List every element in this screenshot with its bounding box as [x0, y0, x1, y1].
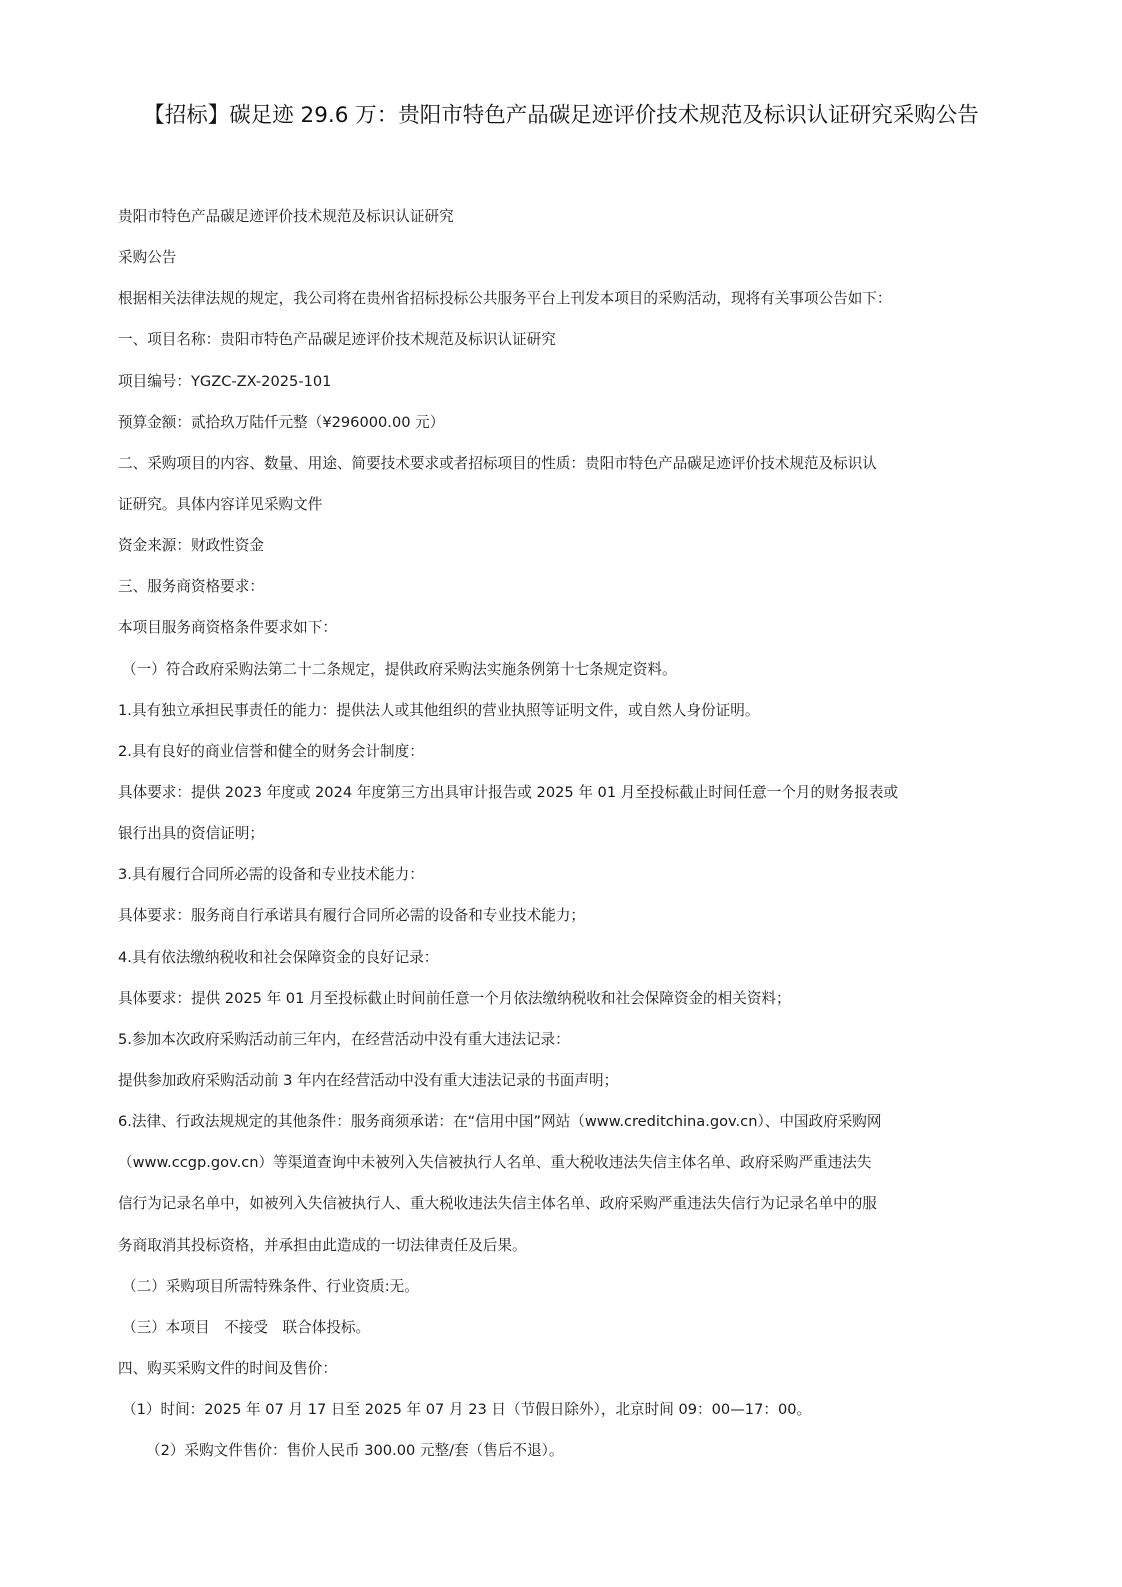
requirement-3-detail: 具体要求：服务商自行承诺具有履行合同所必需的设备和专业技术能力；	[118, 907, 586, 925]
requirement-6-cont-1: （www.ccgp.gov.cn）等渠道查询中未被列入失信被执行人名单、重大税收违法失信主体名单、政府采购严重违法失	[118, 1154, 872, 1172]
requirement-6-cont-2: 信行为记录名单中，如被列入失信被执行人、重大税收违法失信主体名单、政府采购严重违法失信行为记录名单中的服	[118, 1195, 877, 1213]
intro-paragraph: 根据相关法律法规的规定，我公司将在贵州省招标投标公共服务平台上刊发本项目的采购活动，现将有关事项公告如下：	[118, 290, 892, 308]
requirement-4-detail: 具体要求：提供 2025 年 01 月至投标截止时间前任意一个月依法缴纳税收和社会保障资金的相关资料；	[118, 989, 791, 1007]
purchase-time: （1）时间：2025 年 07 月 17 日至 2025 年 07 月 23 日（节假日除外），北京时间 09：00—17：00。	[122, 1401, 812, 1419]
qualification-sub-3: （三）本项目 不接受 联合体投标。	[122, 1318, 371, 1336]
announcement-heading: 采购公告	[118, 249, 177, 267]
section-2-content: 二、采购项目的内容、数量、用途、简要技术要求或者招标项目的性质：贵阳市特色产品碳足迹评价技术规范及标识认	[118, 454, 877, 472]
requirement-1: 1.具有独立承担民事责任的能力：提供法人或其他组织的营业执照等证明文件，或自然人身份证明。	[118, 701, 760, 719]
qualification-intro: 本项目服务商资格条件要求如下：	[118, 619, 337, 637]
qualification-sub-1: （一）符合政府采购法第二十二条规定，提供政府采购法实施条例第十七条规定资料。	[122, 660, 677, 678]
requirement-2: 2.具有良好的商业信誉和健全的财务会计制度：	[118, 742, 424, 760]
section-2-content-cont: 证研究。具体内容详见采购文件	[118, 495, 323, 513]
requirement-5: 5.参加本次政府采购活动前三年内，在经营活动中没有重大违法记录：	[118, 1030, 570, 1048]
requirement-3: 3.具有履行合同所必需的设备和专业技术能力：	[118, 866, 424, 884]
section-3-heading: 三、服务商资格要求：	[118, 578, 264, 596]
qualification-sub-2: （二）采购项目所需特殊条件、行业资质:无。	[122, 1277, 419, 1295]
document-title: 【招标】碳足迹 29.6 万：贵阳市特色产品碳足迹评价技术规范及标识认证研究采购公告	[143, 103, 979, 128]
requirement-5-detail: 提供参加政府采购活动前 3 年内在经营活动中没有重大违法记录的书面声明；	[118, 1071, 619, 1089]
budget-amount: 预算金额：贰拾玖万陆仟元整（¥296000.00 元）	[118, 413, 445, 431]
section-1-project-name: 一、项目名称：贵阳市特色产品碳足迹评价技术规范及标识认证研究	[118, 331, 556, 349]
requirement-6: 6.法律、行政法规规定的其他条件：服务商须承诺：在“信用中国”网站（www.creditchina.gov.cn）、中国政府采购网	[118, 1113, 882, 1131]
requirement-2-detail: 具体要求：提供 2023 年度或 2024 年度第三方出具审计报告或 2025 年 01 月至投标截止时间任意一个月的财务报表或	[118, 783, 899, 801]
project-name-line: 贵阳市特色产品碳足迹评价技术规范及标识认证研究	[118, 208, 454, 225]
project-number: 项目编号：YGZC-ZX-2025-101	[118, 372, 332, 390]
purchase-price: （2）采购文件售价：售价人民币 300.00 元整/套（售后不退）。	[146, 1442, 564, 1460]
requirement-6-cont-3: 务商取消其投标资格，并承担由此造成的一切法律责任及后果。	[118, 1236, 527, 1254]
requirement-4: 4.具有依法缴纳税收和社会保障资金的良好记录：	[118, 948, 439, 966]
document-body	[118, 207, 998, 1482]
requirement-2-detail-cont: 银行出具的资信证明；	[118, 825, 264, 843]
section-4-heading: 四、购买采购文件的时间及售价：	[118, 1359, 337, 1377]
fund-source: 资金来源：财政性资金	[118, 537, 264, 555]
